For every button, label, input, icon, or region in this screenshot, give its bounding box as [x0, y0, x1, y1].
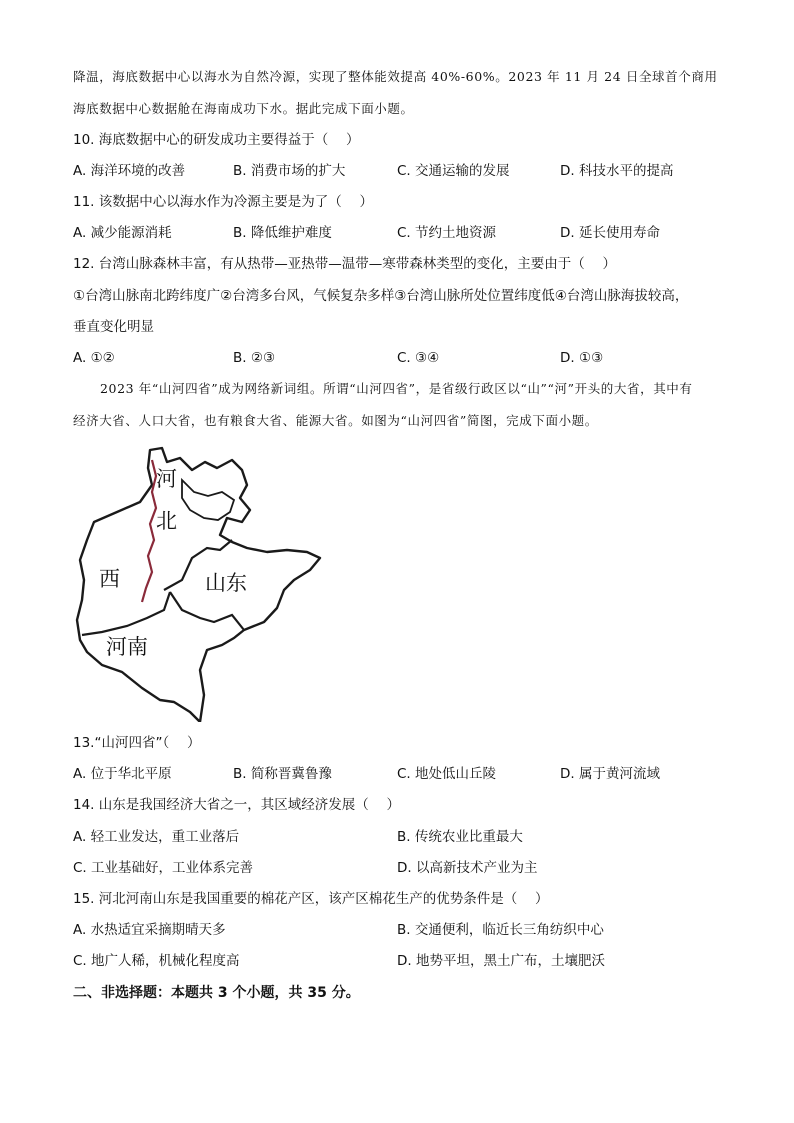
question-11-option-b[interactable]: B. 降低维护难度: [233, 225, 332, 241]
question-15-option-c[interactable]: C. 地广人稀，机械化程度高: [73, 953, 240, 969]
question-14-option-c[interactable]: C. 工业基础好，工业体系完善: [73, 860, 254, 876]
question-15-option-b[interactable]: B. 交通便利，临近长三角纺织中心: [397, 922, 604, 938]
question-13-option-b[interactable]: B. 简称晋冀鲁豫: [233, 766, 332, 782]
question-13-stem: 13.“山河四省”（ ）: [73, 735, 201, 751]
question-13-option-d[interactable]: D. 属于黄河流域: [560, 766, 660, 782]
passage1-line1: 降温，海底数据中心以海水为自然冷源，实现了整体能效提高 40%-60%。2023 年 11 月 24 日全球首个商用: [73, 69, 718, 84]
question-12-option-c[interactable]: C. ③④: [397, 350, 440, 366]
question-10-option-c[interactable]: C. 交通运输的发展: [397, 163, 510, 179]
question-10-stem: 10. 海底数据中心的研发成功主要得益于（ ）: [73, 132, 360, 148]
map-label-bei: 北: [156, 509, 177, 533]
question-14-stem: 14. 山东是我国经济大省之一，其区域经济发展（ ）: [73, 797, 401, 813]
question-11-option-c[interactable]: C. 节约土地资源: [397, 225, 497, 241]
question-10-option-a[interactable]: A. 海洋环境的改善: [73, 163, 186, 179]
question-11-stem: 11. 该数据中心以海水作为冷源主要是为了（ ）: [73, 194, 374, 210]
question-14-option-a[interactable]: A. 轻工业发达，重工业落后: [73, 829, 240, 845]
section-2-title: 二、非选择题：本题共 3 个小题，共 35 分。: [73, 985, 360, 1001]
map-label-shandong: 山东: [205, 571, 247, 595]
question-10-option-d[interactable]: D. 科技水平的提高: [560, 163, 674, 179]
question-12-option-d[interactable]: D. ①③: [560, 350, 604, 366]
question-12-stem: 12. 台湾山脉森林丰富，有从热带—亚热带—温带—寒带森林类型的变化，主要由于（ ）: [73, 256, 617, 272]
question-12-statements: ①台湾山脉南北跨纬度广②台湾多台风，气候复杂多样③台湾山脉所处位置纬度低④台湾山脉海拔较高，: [73, 288, 689, 304]
shanhe-four-provinces-map: [72, 440, 322, 722]
question-12-statements-cont: 垂直变化明显: [73, 319, 154, 335]
question-12-option-a[interactable]: A. ①②: [73, 350, 115, 366]
question-14-option-d[interactable]: D. 以高新技术产业为主: [397, 860, 538, 876]
question-10-option-b[interactable]: B. 消费市场的扩大: [233, 163, 346, 179]
question-15-option-d[interactable]: D. 地势平坦，黑土广布，土壤肥沃: [397, 953, 605, 969]
question-14-option-b[interactable]: B. 传统农业比重最大: [397, 829, 523, 845]
question-11-option-d[interactable]: D. 延长使用寿命: [560, 225, 660, 241]
question-13-option-c[interactable]: C. 地处低山丘陵: [397, 766, 497, 782]
passage1-line2: 海底数据中心数据舱在海南成功下水。据此完成下面小题。: [73, 101, 414, 116]
question-15-stem: 15. 河北河南山东是我国重要的棉花产区，该产区棉花生产的优势条件是（ ）: [73, 891, 549, 907]
question-12-option-b[interactable]: B. ②③: [233, 350, 276, 366]
map-label-henan: 河南: [106, 635, 148, 659]
question-15-option-a[interactable]: A. 水热适宜采摘期晴天多: [73, 922, 226, 938]
question-11-option-a[interactable]: A. 减少能源消耗: [73, 225, 172, 241]
passage2-line1: 2023 年“山河四省”成为网络新词组。所谓“山河四省”，是省级行政区以“山”“河”开头的大省，其中有: [100, 381, 693, 396]
question-13-option-a[interactable]: A. 位于华北平原: [73, 766, 172, 782]
passage2-line2: 经济大省、人口大省，也有粮食大省、能源大省。如图为“山河四省”简图，完成下面小题。: [73, 413, 598, 428]
map-label-he: 河: [156, 467, 177, 491]
map-label-xi: 西: [99, 567, 120, 591]
